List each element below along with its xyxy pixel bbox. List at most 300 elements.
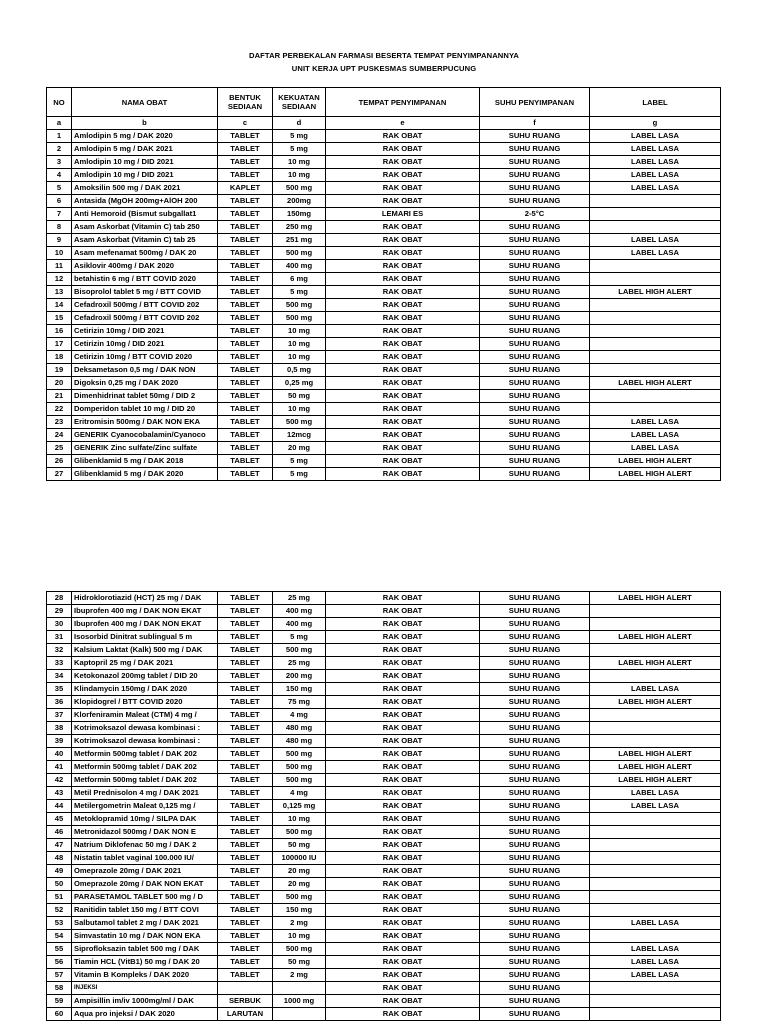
- cell-tempat-penyimpanan-text: RAK OBAT: [382, 931, 423, 940]
- cell-kekuatan-sediaan-text: 500 mg: [285, 183, 313, 192]
- cell-label: [590, 182, 721, 195]
- cell-label: [590, 865, 721, 878]
- cell-bentuk-sediaan: [218, 156, 273, 169]
- cell-bentuk-sediaan-text: TABLET: [230, 970, 260, 979]
- cell-no: [47, 748, 72, 761]
- cell-no-text: 29: [54, 606, 64, 615]
- cell-nama-obat-text: Amlodipin 5 mg / DAK 2020: [74, 131, 173, 140]
- cell-bentuk-sediaan: [218, 286, 273, 299]
- cell-kekuatan-sediaan-text: 400 mg: [285, 619, 313, 628]
- cell-kekuatan-sediaan: [273, 969, 326, 982]
- cell-nama-obat: [72, 429, 218, 442]
- cell-no-text: 33: [54, 658, 64, 667]
- table-row: [47, 312, 721, 325]
- cell-suhu-penyimpanan: [480, 969, 590, 982]
- letter-a: a: [47, 117, 72, 130]
- cell-nama-obat: [72, 325, 218, 338]
- cell-kekuatan-sediaan: [273, 709, 326, 722]
- cell-label: [590, 442, 721, 455]
- cell-tempat-penyimpanan: [326, 338, 480, 351]
- cell-kekuatan-sediaan: [273, 956, 326, 969]
- cell-bentuk-sediaan: [218, 364, 273, 377]
- cell-kekuatan-sediaan: [273, 995, 326, 1008]
- cell-no-text: 3: [56, 157, 62, 166]
- cell-tempat-penyimpanan: [326, 943, 480, 956]
- cell-kekuatan-sediaan-text: 500 mg: [285, 892, 313, 901]
- cell-suhu-penyimpanan: [480, 455, 590, 468]
- cell-bentuk-sediaan-text: TABLET: [230, 879, 260, 888]
- cell-suhu-penyimpanan-text: SUHU RUANG: [508, 593, 561, 602]
- cell-nama-obat-text: Digoksin 0,25 mg / DAK 2020: [74, 378, 179, 387]
- cell-kekuatan-sediaan-text: 250 mg: [285, 222, 313, 231]
- cell-kekuatan-sediaan: [273, 839, 326, 852]
- cell-label-text: LABEL LASA: [631, 957, 679, 966]
- cell-no-text: 6: [56, 196, 62, 205]
- cell-tempat-penyimpanan-text: RAK OBAT: [382, 326, 423, 335]
- cell-suhu-penyimpanan: [480, 390, 590, 403]
- cell-no-text: 28: [54, 593, 64, 602]
- cell-bentuk-sediaan: [218, 761, 273, 774]
- cell-kekuatan-sediaan: [273, 364, 326, 377]
- cell-bentuk-sediaan-text: TABLET: [230, 404, 260, 413]
- cell-suhu-penyimpanan-text: SUHU RUANG: [508, 762, 561, 771]
- cell-nama-obat: [72, 377, 218, 390]
- cell-no: [47, 468, 72, 481]
- cell-no: [47, 351, 72, 364]
- cell-tempat-penyimpanan: [326, 813, 480, 826]
- cell-bentuk-sediaan-text: TABLET: [230, 274, 260, 283]
- cell-kekuatan-sediaan: [273, 670, 326, 683]
- cell-no: [47, 865, 72, 878]
- cell-nama-obat-text: Klindamycin 150mg / DAK 2020: [74, 684, 188, 693]
- cell-tempat-penyimpanan: [326, 273, 480, 286]
- cell-kekuatan-sediaan-text: 150 mg: [285, 684, 313, 693]
- cell-suhu-penyimpanan-text: SUHU RUANG: [508, 287, 561, 296]
- table-row: [47, 592, 721, 605]
- cell-no-text: 47: [54, 840, 64, 849]
- cell-bentuk-sediaan: [218, 826, 273, 839]
- cell-suhu-penyimpanan: [480, 468, 590, 481]
- cell-tempat-penyimpanan-text: RAK OBAT: [382, 144, 423, 153]
- cell-no: [47, 592, 72, 605]
- cell-kekuatan-sediaan: [273, 748, 326, 761]
- cell-suhu-penyimpanan-text: 2-5°C: [524, 209, 545, 218]
- cell-tempat-penyimpanan: [326, 631, 480, 644]
- cell-no: [47, 956, 72, 969]
- cell-label-text: LABEL LASA: [631, 684, 679, 693]
- cell-tempat-penyimpanan-text: RAK OBAT: [382, 170, 423, 179]
- cell-tempat-penyimpanan: [326, 761, 480, 774]
- cell-suhu-penyimpanan: [480, 169, 590, 182]
- cell-kekuatan-sediaan: [273, 696, 326, 709]
- cell-no: [47, 429, 72, 442]
- cell-bentuk-sediaan: [218, 234, 273, 247]
- cell-no-text: 2: [56, 144, 62, 153]
- cell-bentuk-sediaan-text: TABLET: [230, 287, 260, 296]
- cell-tempat-penyimpanan-text: RAK OBAT: [382, 606, 423, 615]
- cell-suhu-penyimpanan: [480, 351, 590, 364]
- cell-kekuatan-sediaan-text: 50 mg: [288, 957, 310, 966]
- table-row: [47, 455, 721, 468]
- cell-kekuatan-sediaan: [273, 735, 326, 748]
- cell-tempat-penyimpanan-text: RAK OBAT: [382, 801, 423, 810]
- cell-kekuatan-sediaan-text: 20 mg: [288, 866, 310, 875]
- cell-label: [590, 403, 721, 416]
- cell-suhu-penyimpanan: [480, 208, 590, 221]
- cell-no: [47, 299, 72, 312]
- cell-tempat-penyimpanan-text: RAK OBAT: [382, 671, 423, 680]
- cell-suhu-penyimpanan: [480, 670, 590, 683]
- cell-nama-obat-text: Nistatin tablet vaginal 100.000 IU/: [74, 853, 194, 862]
- cell-tempat-penyimpanan-text: RAK OBAT: [382, 827, 423, 836]
- cell-nama-obat: [72, 455, 218, 468]
- cell-label: [590, 813, 721, 826]
- cell-label-text: LABEL LASA: [631, 443, 679, 452]
- cell-nama-obat: [72, 182, 218, 195]
- table-row: [47, 956, 721, 969]
- cell-tempat-penyimpanan-text: RAK OBAT: [382, 905, 423, 914]
- cell-suhu-penyimpanan: [480, 442, 590, 455]
- cell-bentuk-sediaan-text: TABLET: [230, 430, 260, 439]
- table-row: [47, 995, 721, 1008]
- cell-bentuk-sediaan: [218, 839, 273, 852]
- cell-suhu-penyimpanan: [480, 917, 590, 930]
- cell-suhu-penyimpanan: [480, 774, 590, 787]
- cell-no-text: 50: [54, 879, 64, 888]
- cell-kekuatan-sediaan: [273, 761, 326, 774]
- letter-e: e: [326, 117, 480, 130]
- cell-bentuk-sediaan-text: TABLET: [230, 840, 260, 849]
- cell-kekuatan-sediaan: [273, 182, 326, 195]
- cell-tempat-penyimpanan-text: RAK OBAT: [382, 710, 423, 719]
- cell-bentuk-sediaan: [218, 969, 273, 982]
- cell-nama-obat: [72, 299, 218, 312]
- cell-kekuatan-sediaan-text: 500 mg: [285, 313, 313, 322]
- cell-bentuk-sediaan: [218, 260, 273, 273]
- cell-nama-obat: [72, 631, 218, 644]
- cell-no-text: 55: [54, 944, 64, 953]
- cell-no: [47, 813, 72, 826]
- table-row: [47, 1008, 721, 1021]
- cell-bentuk-sediaan: [218, 221, 273, 234]
- cell-suhu-penyimpanan-text: SUHU RUANG: [508, 840, 561, 849]
- cell-no: [47, 995, 72, 1008]
- cell-suhu-penyimpanan-text: SUHU RUANG: [508, 957, 561, 966]
- cell-kekuatan-sediaan: [273, 904, 326, 917]
- cell-no-text: 25: [54, 443, 64, 452]
- cell-kekuatan-sediaan: [273, 351, 326, 364]
- cell-nama-obat: [72, 416, 218, 429]
- cell-suhu-penyimpanan-text: SUHU RUANG: [508, 775, 561, 784]
- cell-bentuk-sediaan-text: TABLET: [230, 196, 260, 205]
- table-row: [47, 917, 721, 930]
- cell-bentuk-sediaan-text: TABLET: [230, 944, 260, 953]
- cell-label: [590, 221, 721, 234]
- cell-tempat-penyimpanan-text: LEMARI ES: [381, 209, 424, 218]
- cell-no: [47, 325, 72, 338]
- cell-label: [590, 956, 721, 969]
- cell-bentuk-sediaan: [218, 338, 273, 351]
- table-row: [47, 299, 721, 312]
- cell-no: [47, 182, 72, 195]
- cell-kekuatan-sediaan: [273, 442, 326, 455]
- cell-nama-obat: [72, 130, 218, 143]
- cell-bentuk-sediaan-text: TABLET: [230, 866, 260, 875]
- cell-bentuk-sediaan: [218, 644, 273, 657]
- cell-bentuk-sediaan: [218, 377, 273, 390]
- cell-nama-obat: [72, 169, 218, 182]
- cell-tempat-penyimpanan: [326, 247, 480, 260]
- cell-tempat-penyimpanan-text: RAK OBAT: [382, 788, 423, 797]
- cell-tempat-penyimpanan-text: RAK OBAT: [382, 970, 423, 979]
- cell-no-text: 15: [54, 313, 64, 322]
- cell-tempat-penyimpanan: [326, 839, 480, 852]
- cell-no: [47, 221, 72, 234]
- cell-tempat-penyimpanan-text: RAK OBAT: [382, 235, 423, 244]
- cell-suhu-penyimpanan-text: SUHU RUANG: [508, 710, 561, 719]
- cell-tempat-penyimpanan: [326, 748, 480, 761]
- cell-kekuatan-sediaan: [273, 683, 326, 696]
- cell-label: [590, 416, 721, 429]
- cell-kekuatan-sediaan-text: 20 mg: [288, 443, 310, 452]
- cell-tempat-penyimpanan-text: RAK OBAT: [382, 131, 423, 140]
- cell-label-text: LABEL LASA: [631, 157, 679, 166]
- cell-suhu-penyimpanan-text: SUHU RUANG: [508, 261, 561, 270]
- cell-no: [47, 722, 72, 735]
- cell-no: [47, 247, 72, 260]
- cell-tempat-penyimpanan: [326, 982, 480, 995]
- cell-label: [590, 839, 721, 852]
- cell-suhu-penyimpanan: [480, 826, 590, 839]
- cell-suhu-penyimpanan-text: SUHU RUANG: [508, 918, 561, 927]
- cell-no: [47, 442, 72, 455]
- cell-tempat-penyimpanan-text: RAK OBAT: [382, 866, 423, 875]
- cell-no-text: 45: [54, 814, 64, 823]
- cell-label-text: LABEL HIGH ALERT: [618, 775, 692, 784]
- cell-kekuatan-sediaan-text: 12mcg: [286, 430, 312, 439]
- cell-no-text: 16: [54, 326, 64, 335]
- cell-bentuk-sediaan: [218, 208, 273, 221]
- cell-no: [47, 878, 72, 891]
- cell-tempat-penyimpanan: [326, 592, 480, 605]
- cell-nama-obat-text: Omeprazole 20mg / DAK 2021: [74, 866, 182, 875]
- cell-kekuatan-sediaan: [273, 826, 326, 839]
- cell-kekuatan-sediaan: [273, 774, 326, 787]
- cell-bentuk-sediaan: [218, 442, 273, 455]
- cell-no: [47, 260, 72, 273]
- cell-suhu-penyimpanan-text: SUHU RUANG: [508, 157, 561, 166]
- cell-suhu-penyimpanan-text: SUHU RUANG: [508, 879, 561, 888]
- cell-nama-obat: [72, 761, 218, 774]
- cell-tempat-penyimpanan-text: RAK OBAT: [382, 339, 423, 348]
- cell-tempat-penyimpanan: [326, 969, 480, 982]
- cell-tempat-penyimpanan-text: RAK OBAT: [382, 248, 423, 257]
- cell-nama-obat-text: Domperidon tablet 10 mg / DID 20: [74, 404, 196, 413]
- cell-label: [590, 364, 721, 377]
- cell-suhu-penyimpanan-text: SUHU RUANG: [508, 339, 561, 348]
- cell-label: [590, 696, 721, 709]
- cell-label-text: LABEL HIGH ALERT: [618, 593, 692, 602]
- cell-nama-obat: [72, 1008, 218, 1021]
- cell-label: [590, 156, 721, 169]
- cell-bentuk-sediaan: [218, 657, 273, 670]
- cell-tempat-penyimpanan: [326, 299, 480, 312]
- cell-suhu-penyimpanan-text: SUHU RUANG: [508, 326, 561, 335]
- cell-nama-obat-text: Glibenklamid 5 mg / DAK 2018: [74, 456, 184, 465]
- table-row: [47, 826, 721, 839]
- cell-tempat-penyimpanan-text: RAK OBAT: [382, 853, 423, 862]
- cell-label: [590, 761, 721, 774]
- cell-suhu-penyimpanan: [480, 683, 590, 696]
- cell-suhu-penyimpanan-text: SUHU RUANG: [508, 684, 561, 693]
- cell-kekuatan-sediaan-text: 4 mg: [290, 788, 308, 797]
- cell-label-text: LABEL LASA: [631, 131, 679, 140]
- cell-label: [590, 774, 721, 787]
- cell-kekuatan-sediaan: [273, 247, 326, 260]
- cell-suhu-penyimpanan-text: SUHU RUANG: [508, 352, 561, 361]
- cell-label: [590, 735, 721, 748]
- cell-kekuatan-sediaan-text: 500 mg: [285, 300, 313, 309]
- cell-label: [590, 670, 721, 683]
- cell-suhu-penyimpanan: [480, 787, 590, 800]
- table-row: [47, 787, 721, 800]
- cell-bentuk-sediaan: [218, 631, 273, 644]
- cell-no: [47, 364, 72, 377]
- table-row: [47, 273, 721, 286]
- cell-suhu-penyimpanan: [480, 904, 590, 917]
- cell-kekuatan-sediaan-text: 50 mg: [288, 840, 310, 849]
- cell-kekuatan-sediaan-text: 200mg: [286, 196, 312, 205]
- cell-kekuatan-sediaan: [273, 416, 326, 429]
- letter-row: [47, 117, 721, 130]
- cell-tempat-penyimpanan: [326, 169, 480, 182]
- cell-tempat-penyimpanan-text: RAK OBAT: [382, 632, 423, 641]
- cell-kekuatan-sediaan: [273, 605, 326, 618]
- cell-no: [47, 982, 72, 995]
- cell-bentuk-sediaan-text: KAPLET: [229, 183, 261, 192]
- cell-suhu-penyimpanan-text: SUHU RUANG: [508, 983, 561, 992]
- cell-bentuk-sediaan-text: TABLET: [230, 736, 260, 745]
- cell-no: [47, 416, 72, 429]
- table-row: [47, 351, 721, 364]
- cell-nama-obat-text: Cefadroxil 500mg / BTT COVID 202: [74, 300, 200, 309]
- cell-bentuk-sediaan: [218, 325, 273, 338]
- cell-kekuatan-sediaan: [273, 260, 326, 273]
- cell-label: [590, 169, 721, 182]
- cell-kekuatan-sediaan-text: 400 mg: [285, 261, 313, 270]
- cell-suhu-penyimpanan-text: SUHU RUANG: [508, 892, 561, 901]
- cell-kekuatan-sediaan: [273, 631, 326, 644]
- cell-no-text: 40: [54, 749, 64, 758]
- cell-label-text: LABEL HIGH ALERT: [618, 469, 692, 478]
- cell-kekuatan-sediaan: [273, 891, 326, 904]
- cell-tempat-penyimpanan: [326, 709, 480, 722]
- cell-label: [590, 722, 721, 735]
- cell-kekuatan-sediaan: [273, 234, 326, 247]
- cell-tempat-penyimpanan: [326, 455, 480, 468]
- cell-tempat-penyimpanan-text: RAK OBAT: [382, 996, 423, 1005]
- cell-tempat-penyimpanan-text: RAK OBAT: [382, 944, 423, 953]
- cell-tempat-penyimpanan-text: RAK OBAT: [382, 222, 423, 231]
- cell-label: [590, 273, 721, 286]
- cell-no: [47, 930, 72, 943]
- cell-kekuatan-sediaan: [273, 143, 326, 156]
- letter-c: c: [218, 117, 273, 130]
- cell-no: [47, 943, 72, 956]
- cell-label: [590, 247, 721, 260]
- cell-bentuk-sediaan-text: TABLET: [230, 892, 260, 901]
- cell-suhu-penyimpanan-text: SUHU RUANG: [508, 671, 561, 680]
- cell-nama-obat-text: Ibuprofen 400 mg / DAK NON EKAT: [74, 606, 202, 615]
- cell-no: [47, 156, 72, 169]
- cell-bentuk-sediaan: [218, 143, 273, 156]
- cell-label-text: LABEL LASA: [631, 235, 679, 244]
- cell-nama-obat-text: GENERIK Zinc sulfate/Zinc sulfate: [74, 443, 198, 452]
- cell-tempat-penyimpanan: [326, 670, 480, 683]
- cell-kekuatan-sediaan: [273, 455, 326, 468]
- cell-tempat-penyimpanan-text: RAK OBAT: [382, 736, 423, 745]
- cell-nama-obat-text: PARASETAMOL TABLET 500 mg / D: [74, 892, 203, 901]
- cell-kekuatan-sediaan: [273, 865, 326, 878]
- cell-kekuatan-sediaan: [273, 286, 326, 299]
- cell-kekuatan-sediaan-text: 500 mg: [285, 749, 313, 758]
- cell-tempat-penyimpanan-text: RAK OBAT: [382, 593, 423, 602]
- cell-kekuatan-sediaan-text: 6 mg: [290, 274, 308, 283]
- cell-no: [47, 1008, 72, 1021]
- cell-no: [47, 286, 72, 299]
- cell-no-text: 9: [56, 235, 62, 244]
- cell-label: [590, 787, 721, 800]
- table-row: [47, 891, 721, 904]
- cell-kekuatan-sediaan-text: 500 mg: [285, 417, 313, 426]
- cell-suhu-penyimpanan: [480, 1008, 590, 1021]
- cell-nama-obat: [72, 286, 218, 299]
- letter-g: g: [590, 117, 721, 130]
- cell-label-text: LABEL LASA: [631, 183, 679, 192]
- cell-label: [590, 234, 721, 247]
- table-row: [47, 930, 721, 943]
- table-row: [47, 722, 721, 735]
- cell-no-text: 36: [54, 697, 64, 706]
- cell-kekuatan-sediaan: [273, 813, 326, 826]
- table-row: [47, 442, 721, 455]
- cell-nama-obat: [72, 722, 218, 735]
- cell-no: [47, 618, 72, 631]
- cell-no: [47, 169, 72, 182]
- cell-suhu-penyimpanan: [480, 748, 590, 761]
- cell-nama-obat-text: Simvastatin 10 mg / DAK NON EKA: [74, 931, 201, 940]
- cell-bentuk-sediaan-text: TABLET: [230, 749, 260, 758]
- table-row: [47, 390, 721, 403]
- cell-nama-obat: [72, 364, 218, 377]
- cell-suhu-penyimpanan: [480, 852, 590, 865]
- table-row: [47, 195, 721, 208]
- table-row: [47, 683, 721, 696]
- cell-tempat-penyimpanan-text: RAK OBAT: [382, 1009, 423, 1018]
- cell-no: [47, 904, 72, 917]
- cell-suhu-penyimpanan-text: SUHU RUANG: [508, 469, 561, 478]
- cell-kekuatan-sediaan-text: 500 mg: [285, 248, 313, 257]
- cell-kekuatan-sediaan-text: 10 mg: [288, 352, 310, 361]
- cell-no-text: 59: [54, 996, 64, 1005]
- cell-no-text: 34: [54, 671, 64, 680]
- cell-label: [590, 468, 721, 481]
- cell-label: [590, 260, 721, 273]
- cell-label-text: LABEL LASA: [631, 144, 679, 153]
- cell-tempat-penyimpanan: [326, 182, 480, 195]
- table-row: [47, 904, 721, 917]
- cell-kekuatan-sediaan: [273, 644, 326, 657]
